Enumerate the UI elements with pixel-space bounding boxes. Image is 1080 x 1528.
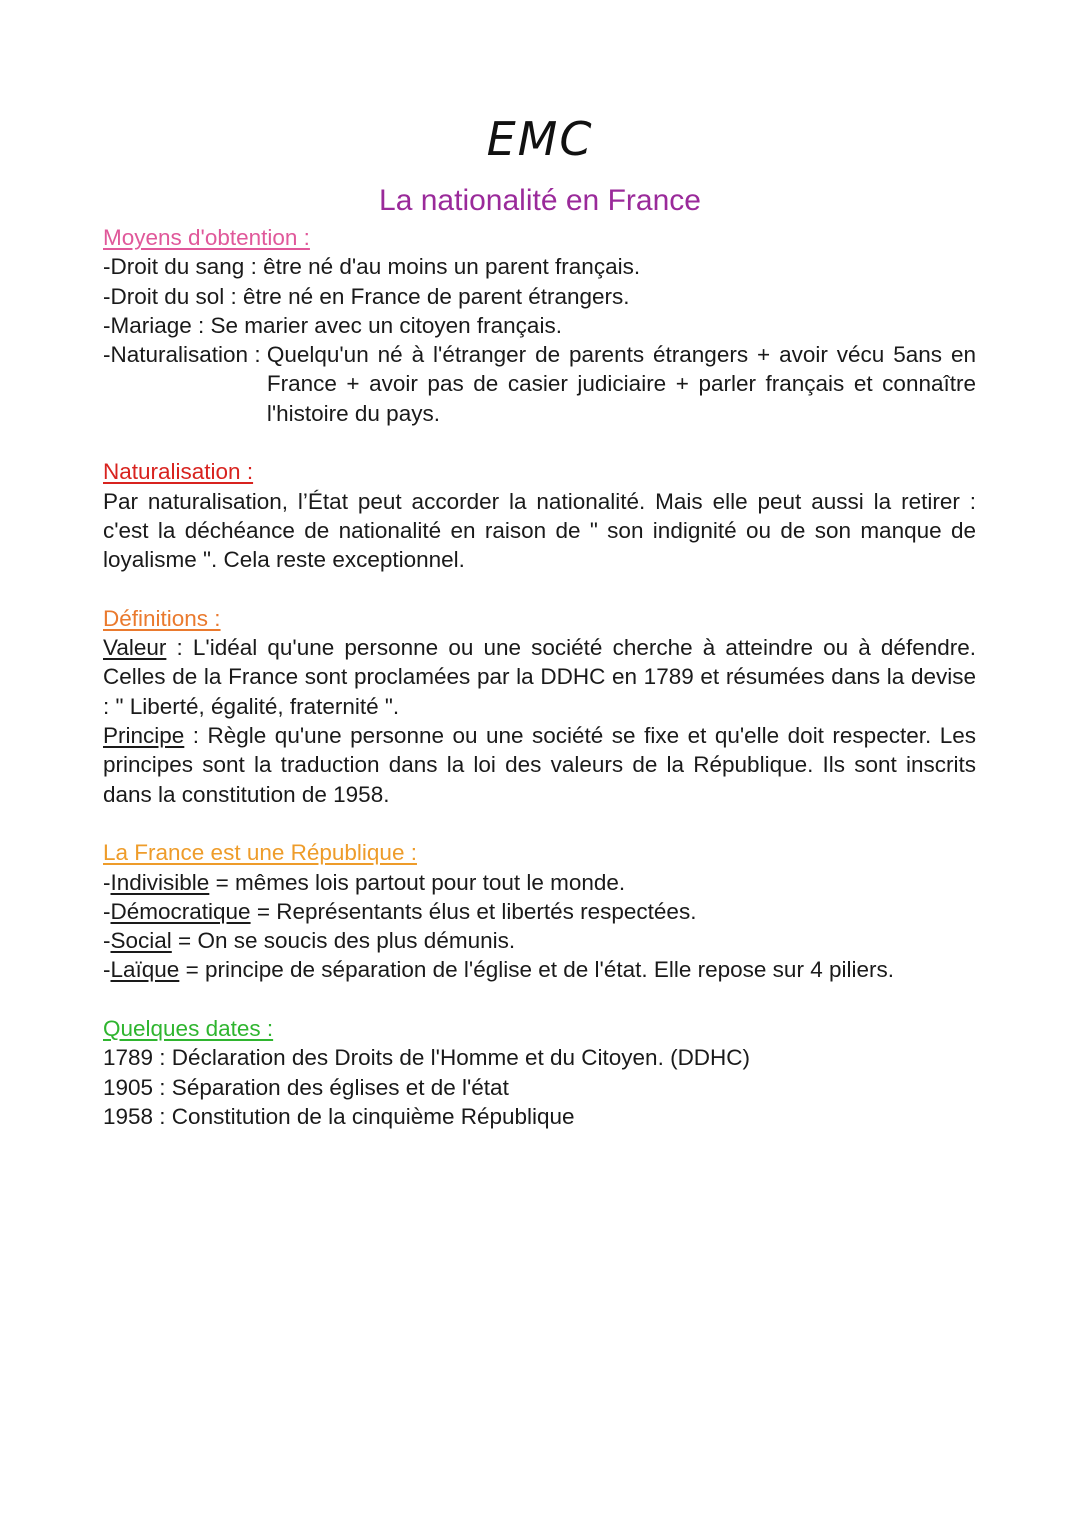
heading-naturalisation: Naturalisation : [103,459,254,485]
term-democratique: Démocratique [110,898,251,924]
date-item: 1789 : Déclaration des Droits de l'Homme et du Citoyen. (DDHC) [103,1045,751,1071]
heading-moyens: Moyens d'obtention : [103,225,310,250]
term-social: Social [110,928,172,954]
section-moyens [103,223,976,428]
item-text: = On se soucis des plus démunis. [171,928,516,954]
list-item-naturalisation [103,340,976,428]
item-text: = mêmes lois partout pour tout le monde. [209,869,626,895]
page-subtitle: La nationalité en France [379,184,701,217]
section-dates [103,1014,976,1131]
date-item: 1905 : Séparation des églises et de l'état [103,1074,509,1100]
list-item: -Démocratique = Représentants élus et libertés respectées. [103,898,697,924]
item-text: = Représentants élus et libertés respectées. [250,898,697,924]
document-body [103,223,976,1131]
term-valeur: Valeur [103,635,167,661]
item-lead: -Laïque = [103,957,205,983]
term-indivisible: Indivisible [110,869,210,895]
heading-definitions: Définitions : [103,605,221,631]
list-item: -Indivisible = mêmes lois partout pour tout le monde. [103,869,626,895]
paragraph: Par naturalisation, l’État peut accorder la nationalité. Mais elle peut aussi la retirer : c'est la déchéance de nationalité en raison de " son indignité ou de son manque de loyalisme ". Cela reste exceptionnel. [103,488,976,573]
item-text: Quelqu'un né à l'étranger de parents étrangers + avoir vécu 5ans en France + avoir pas de casier judiciaire + parler français et connaître l'histoire du pays. [266,342,976,426]
section-republique [103,838,976,984]
heading-republique: La France est une République : [103,840,417,866]
definition-valeur [103,633,976,721]
term-laique: Laïque [110,957,180,983]
heading-dates: Quelques dates : [103,1016,274,1042]
item-lead: -Naturalisation : [103,342,267,368]
section-naturalisation [103,457,976,574]
section-definitions [103,604,976,809]
list-item: -Social = On se soucis des plus démunis. [103,928,516,954]
definition-text: : L'idéal qu'une personne ou une société cherche à atteindre ou à défendre. Celles de la France sont proclamées par la DDHC en 1789 et résumées dans la devise : " Liberté, égalité, fraternité ". [103,635,976,719]
list-item: -Droit du sol : être né en France de parent étrangers. [103,283,630,309]
item-eq: = [179,957,205,983]
date-item: 1958 : Constitution de la cinquième République [103,1103,575,1129]
term-principe: Principe [103,723,185,749]
list-item: -Droit du sang : être né d'au moins un parent français. [103,254,641,280]
item-text: principe de séparation de l'église et de l'état. Elle repose sur 4 piliers. [204,957,894,983]
page-title: EMC [486,112,594,166]
list-item: -Mariage : Se marier avec un citoyen français. [103,312,562,338]
definition-text: : Règle qu'une personne ou une société se fixe et qu'elle doit respecter. Les principes sont la traduction dans la loi des valeurs de la République. Ils sont inscrits dans la constitution de 1958. [103,723,976,807]
definition-principe [103,721,976,809]
list-item [103,955,976,984]
